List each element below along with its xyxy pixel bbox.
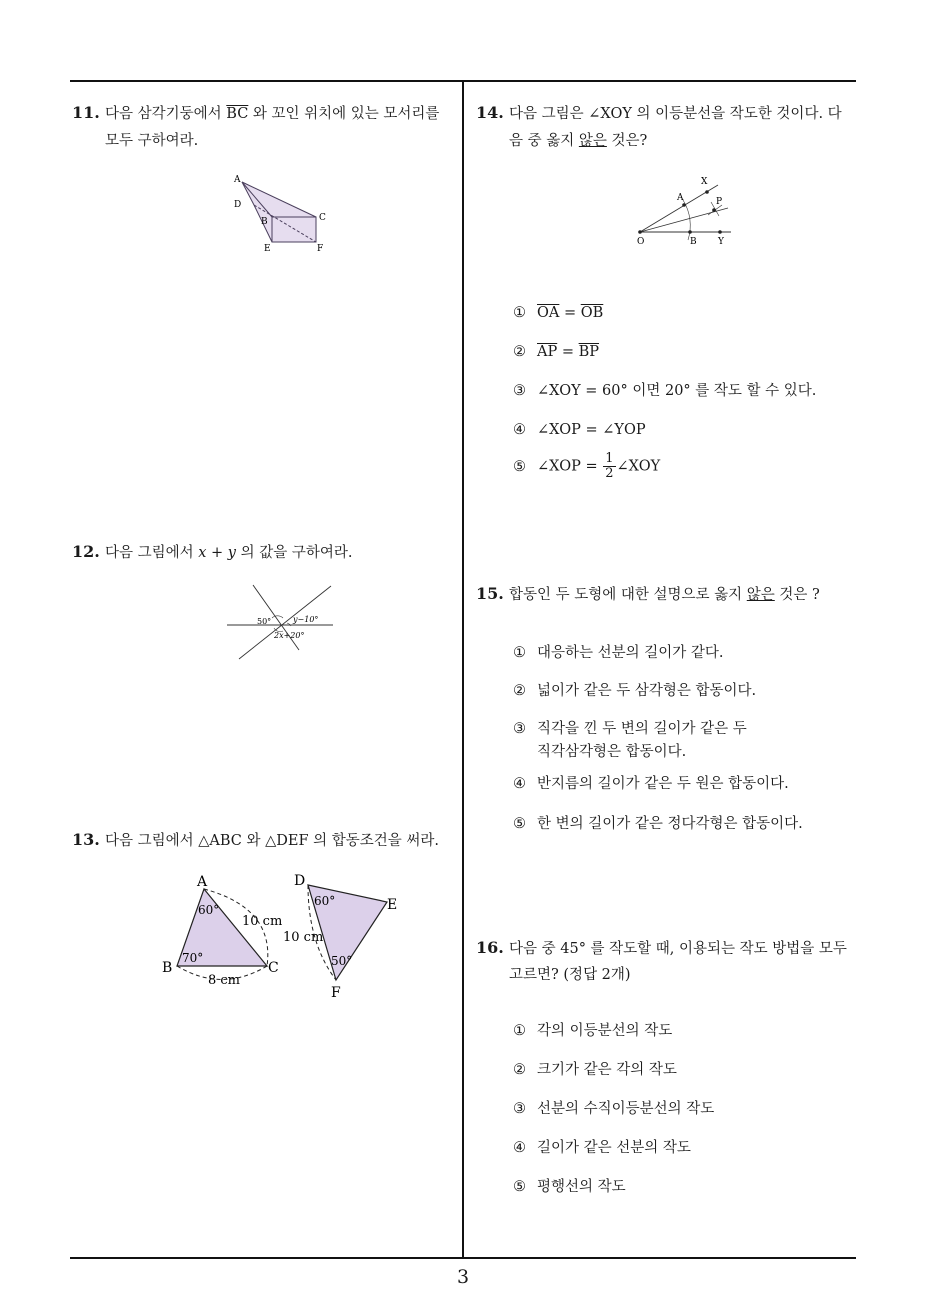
q13-label-F: F — [331, 985, 341, 1001]
q13-angle-A: 60° — [198, 903, 220, 917]
q14-option-1-eq: = — [559, 305, 581, 321]
q12-text-pre: 다음 그림에서 — [105, 545, 199, 561]
column-divider — [462, 80, 464, 1259]
q12-expression: x + y — [198, 545, 237, 561]
q13-angle-D: 60° — [314, 894, 336, 908]
q14-option-2-seg1: $\overline{AP}$ — [537, 344, 558, 360]
q11-prism-figure — [225, 170, 345, 255]
q15-option-3[interactable] — [513, 718, 747, 764]
q15-option-4[interactable] — [513, 773, 789, 796]
q15-option-1[interactable] — [513, 642, 724, 665]
q15-option-4-mark: ④ — [513, 776, 526, 792]
q15-text-pre: 합동인 두 도형에 대한 설명으로 옳지 — [509, 587, 747, 603]
q14-fraction-denominator: 2 — [605, 466, 614, 481]
q14-option-5-mark: ⑤ — [513, 458, 526, 475]
q16-option-5[interactable] — [513, 1176, 626, 1199]
q16-option-1[interactable] — [513, 1020, 672, 1043]
q16-option-3-text: 선분의 수직이등분선의 작도 — [537, 1101, 715, 1117]
q16-option-2[interactable] — [513, 1059, 677, 1082]
q16-option-5-mark: ⑤ — [513, 1179, 526, 1195]
q14-option-2-seg2: $\overline{BP}$ — [578, 344, 600, 360]
page-number: 3 — [456, 1266, 470, 1288]
q16-option-2-text: 크기가 같은 각의 작도 — [537, 1062, 677, 1078]
q13-label-A: A — [197, 874, 208, 890]
q11-segment: $\overline{BC}$ — [226, 106, 249, 122]
q13-label-D: D — [294, 873, 306, 889]
bottom-rule — [70, 1257, 856, 1259]
q15-option-3-text-line2: 직각삼각형은 합동이다. — [537, 744, 687, 760]
q15-option-2[interactable] — [513, 680, 756, 703]
q16-option-1-text: 각의 이등분선의 작도 — [537, 1023, 673, 1039]
q13-length-BC: 8 cm — [208, 973, 241, 988]
q11-label-F: F — [317, 244, 324, 254]
q14-option-2-mark: ② — [513, 344, 526, 360]
q14-option-2[interactable] — [513, 341, 599, 364]
q12-label-50: 50° — [257, 617, 272, 626]
q12-label-2x: 2x+20° — [274, 631, 305, 640]
q14-option-5-pre: ∠XOP = — [537, 458, 603, 475]
q15-option-3-mark: ③ — [513, 721, 526, 737]
q13-label-C: C — [268, 960, 279, 976]
q14-bisector-figure — [628, 170, 738, 250]
q16-option-3[interactable] — [513, 1098, 714, 1121]
q14-point-Y — [718, 230, 722, 234]
q15-option-5-mark: ⑤ — [513, 816, 526, 832]
q14-label-X: X — [701, 177, 708, 187]
q13-label-B: B — [162, 960, 173, 976]
q16-option-3-mark: ③ — [513, 1101, 526, 1117]
q14-option-3-text: ∠XOY = 60° 이면 20° 를 작도 할 수 있다. — [537, 383, 817, 399]
question-14-number: 14. — [476, 103, 504, 122]
q16-option-4-mark: ④ — [513, 1140, 526, 1156]
q15-option-4-text: 반지름의 길이가 같은 두 원은 합동이다. — [537, 776, 789, 792]
q14-fraction-numerator: 1 — [605, 451, 614, 466]
q14-option-1-seg1: $\overline{OA}$ — [537, 305, 560, 321]
q13-length-AC: 10 cm — [242, 914, 283, 929]
q14-option-5[interactable] — [513, 452, 660, 481]
q15-option-2-mark: ② — [513, 683, 526, 699]
question-11-text — [105, 101, 439, 128]
q15-text-underlined: 않은 — [746, 587, 775, 603]
q12-angle-figure — [225, 582, 337, 662]
q12-text-post: 의 값을 구하여라. — [236, 545, 353, 561]
q14-label-Y: Y — [718, 237, 724, 247]
q13-triangles-figure — [155, 868, 410, 1003]
q16-option-4[interactable] — [513, 1137, 691, 1160]
q14-line2-underlined: 않은 — [578, 133, 607, 149]
q12-label-y: y−10° — [293, 615, 319, 624]
q14-point-P — [712, 208, 716, 212]
q14-label-B: B — [690, 237, 697, 247]
q16-option-4-text: 길이가 같은 선분의 작도 — [537, 1140, 691, 1156]
q14-option-1[interactable] — [513, 302, 603, 325]
q12-arc-right — [287, 623, 291, 626]
question-16-number: 16. — [476, 938, 504, 957]
q15-option-5-text: 한 변의 길이가 같은 정다각형은 합동이다. — [537, 816, 803, 832]
q14-option-3-mark: ③ — [513, 383, 526, 399]
q14-label-O: O — [637, 237, 645, 247]
q11-label-A: A — [234, 175, 241, 185]
q13-length-DF: 10 cm — [283, 930, 324, 945]
q13-angle-F: 50° — [331, 954, 353, 968]
q14-option-1-seg2: $\overline{OB}$ — [580, 305, 604, 321]
question-12-number: 12. — [72, 542, 100, 561]
question-13-text: 다음 그림에서 △ABC 와 △DEF 의 합동조건을 써라. — [105, 833, 440, 849]
q15-option-5[interactable] — [513, 813, 803, 836]
q14-option-4-text: ∠XOP = ∠YOP — [537, 422, 646, 438]
question-11-text-line2: 모두 구하여라. — [105, 133, 199, 149]
q15-text-post: 것은 ? — [774, 587, 820, 603]
q13-angle-B: 70° — [182, 951, 204, 965]
q16-option-2-mark: ② — [513, 1062, 526, 1078]
q15-option-1-mark: ① — [513, 645, 526, 661]
question-13-number: 13. — [72, 830, 100, 849]
q14-line2-post: 것은? — [606, 133, 648, 149]
question-12-text — [105, 540, 353, 567]
q15-option-1-text: 대응하는 선분의 길이가 같다. — [537, 645, 724, 661]
question-15-text — [509, 582, 820, 609]
q14-option-1-mark: ① — [513, 305, 526, 321]
q15-option-3-text: 직각을 낀 두 변의 길이가 같은 두 — [537, 721, 747, 737]
q14-point-B — [688, 230, 692, 234]
q16-option-5-text: 평행선의 작도 — [537, 1179, 626, 1195]
q14-option-3[interactable] — [513, 380, 816, 403]
q11-text-pre: 다음 삼각기둥에서 — [105, 106, 227, 122]
q11-label-C: C — [319, 213, 326, 223]
q11-label-D: D — [234, 200, 242, 210]
q11-label-E: E — [264, 244, 271, 254]
q13-label-E: E — [387, 897, 398, 913]
q14-point-X — [705, 190, 709, 194]
q14-option-4[interactable] — [513, 419, 646, 442]
q14-option-5-post: ∠XOY — [616, 458, 661, 475]
q14-option-5-fraction — [603, 452, 615, 481]
question-14-text-line2 — [509, 128, 647, 155]
q14-line2-pre: 음 중 옳지 — [509, 133, 579, 149]
q15-option-2-text: 넓이가 같은 두 삼각형은 합동이다. — [537, 683, 757, 699]
q14-label-A: A — [677, 193, 684, 203]
q11-label-B: B — [261, 217, 268, 227]
q14-option-4-mark: ④ — [513, 422, 526, 438]
question-16-text: 다음 중 45° 를 작도할 때, 이용되는 작도 방법을 모두 — [509, 941, 847, 957]
q14-point-O — [638, 230, 642, 234]
question-14-text: 다음 그림은 ∠XOY 의 이등분선을 작도한 것이다. 다 — [509, 106, 842, 122]
question-16-text-line2: 고르면? (정답 2개) — [509, 967, 631, 983]
question-11-number: 11. — [72, 103, 100, 122]
q16-option-1-mark: ① — [513, 1023, 526, 1039]
q12-arc-top — [272, 616, 283, 618]
q14-option-2-eq: = — [557, 344, 579, 360]
q11-text-post: 와 꼬인 위치에 있는 모서리를 — [248, 106, 440, 122]
q14-label-P: P — [716, 197, 723, 207]
q11-face-right — [272, 217, 316, 242]
question-15-number: 15. — [476, 584, 504, 603]
q14-point-A — [682, 203, 686, 207]
